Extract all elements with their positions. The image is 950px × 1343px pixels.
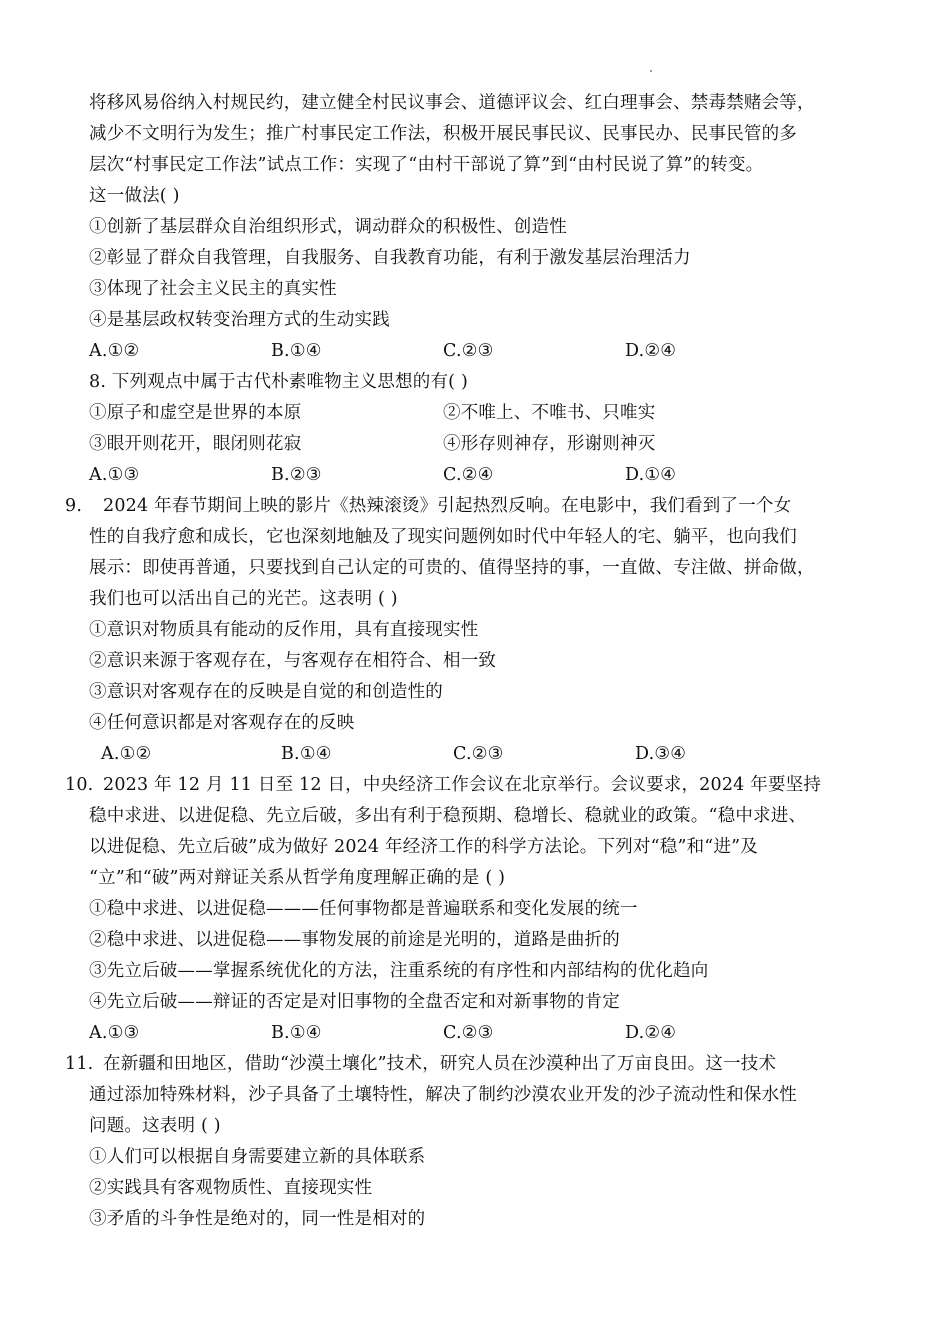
q10-option-a: A.①③ [89,1023,140,1043]
q8-stem: 8. 下列观点中属于古代朴素唯物主义思想的有( ) [89,372,468,392]
q10-number: 10. [65,775,94,795]
q8-option-d: D.①④ [625,465,677,485]
q7-line-3: 层次“村事民定工作法”试点工作：实现了“由村干部说了算”到“由村民说了算”的转变。 [89,155,764,175]
q7-line-4: 这一做法( ) [89,186,180,206]
q8-statement-3: ③眼开则花开，眼闭则花寂 [89,434,302,454]
q11-line-3: 问题。这表明 ( ) [89,1116,221,1136]
q10-statement-2: ②稳中求进、以进促稳——事物发展的前途是光明的，道路是曲折的 [89,930,620,950]
q9-statement-1: ①意识对物质具有能动的反作用，具有直接现实性 [89,620,479,640]
q7-line-1: 将移风易俗纳入村规民约，建立健全村民议事会、道德评议会、红白理事会、禁毒禁赌会等， [89,93,815,113]
q7-statement-2: ②彰显了群众自我管理，自我服务、自我教育功能，有利于激发基层治理活力 [89,248,691,268]
q9-option-a: A.①② [101,744,152,764]
q9-line-1: 2024 年春节期间上映的影片《热辣滚烫》引起热烈反响。在电影中，我们看到了一个女 [103,496,792,516]
q7-line-2: 减少不文明行为发生；推广村事民定工作法，积极开展民事民议、民事民办、民事民管的多 [89,124,797,144]
q9-statement-3: ③意识对客观存在的反映是自觉的和创造性的 [89,682,443,702]
q10-line-1: 2023 年 12 月 11 日至 12 日，中央经济工作会议在北京举行。会议要求，2024 年要坚持 [103,775,822,795]
q8-option-b: B.②③ [271,465,322,485]
q9-option-d: D.③④ [635,744,687,764]
q7-statement-4: ④是基层政权转变治理方式的生动实践 [89,310,390,330]
q10-statement-4: ④先立后破——辩证的否定是对旧事物的全盘否定和对新事物的肯定 [89,992,620,1012]
q7-option-a: A.①② [89,341,140,361]
q9-option-b: B.①④ [281,744,332,764]
q9-line-2: 性的自我疗愈和成长，它也深刻地触及了现实问题例如时代中年轻人的宅、躺平，也向我们 [89,527,797,547]
q10-line-2: 稳中求进、以进促稳、先立后破，多出有利于稳预期、稳增长、稳就业的政策。“稳中求进、 [89,806,807,826]
q8-statement-2: ②不唯上、不唯书、只唯实 [443,403,656,423]
q10-statement-1: ①稳中求进、以进促稳———任何事物都是普遍联系和变化发展的统一 [89,899,638,919]
q8-statement-1: ①原子和虚空是世界的本原 [89,403,302,423]
q7-option-b: B.①④ [271,341,322,361]
q7-option-c: C.②③ [443,341,494,361]
q11-number: 11. [65,1054,94,1074]
q9-line-3: 展示：即使再普通，只要找到自己认定的可贵的、值得坚持的事，一直做、专注做、拼命做， [89,558,815,578]
q7-statement-3: ③体现了社会主义民主的真实性 [89,279,337,299]
q7-statement-1: ①创新了基层群众自治组织形式，调动群众的积极性、创造性 [89,217,567,237]
q8-option-a: A.①③ [89,465,140,485]
q11-statement-2: ②实践具有客观物质性、直接现实性 [89,1178,373,1198]
q9-number: 9. [65,496,83,516]
q7-option-d: D.②④ [625,341,677,361]
q10-option-d: D.②④ [625,1023,677,1043]
q11-statement-3: ③矛盾的斗争性是绝对的，同一性是相对的 [89,1209,426,1229]
q10-line-3: 以进促稳、先立后破”成为做好 2024 年经济工作的科学方法论。下列对“稳”和“进”及 [89,837,758,857]
q10-option-b: B.①④ [271,1023,322,1043]
q10-statement-3: ③先立后破——掌握系统优化的方法，注重系统的有序性和内部结构的优化趋向 [89,961,709,981]
q9-line-4: 我们也可以活出自己的光芒。这表明 ( ) [89,589,398,609]
q11-statement-1: ①人们可以根据自身需要建立新的具体联系 [89,1147,426,1167]
q11-line-2: 通过添加特殊材料，沙子具备了土壤特性，解决了制约沙漠农业开发的沙子流动性和保水性 [89,1085,797,1105]
q9-statement-2: ②意识来源于客观存在，与客观存在相符合、相一致 [89,651,497,671]
q9-statement-4: ④任何意识都是对客观存在的反映 [89,713,355,733]
scan-dot [650,70,652,72]
q9-option-c: C.②③ [453,744,504,764]
q8-option-c: C.②④ [443,465,494,485]
q8-statement-4: ④形存则神存，形谢则神灭 [443,434,656,454]
q10-line-4: “立”和“破”两对辩证关系从哲学角度理解正确的是 ( ) [89,868,506,888]
q10-option-c: C.②③ [443,1023,494,1043]
q11-line-1: 在新疆和田地区，借助“沙漠土壤化”技术，研究人员在沙漠种出了万亩良田。这一技术 [103,1054,777,1074]
